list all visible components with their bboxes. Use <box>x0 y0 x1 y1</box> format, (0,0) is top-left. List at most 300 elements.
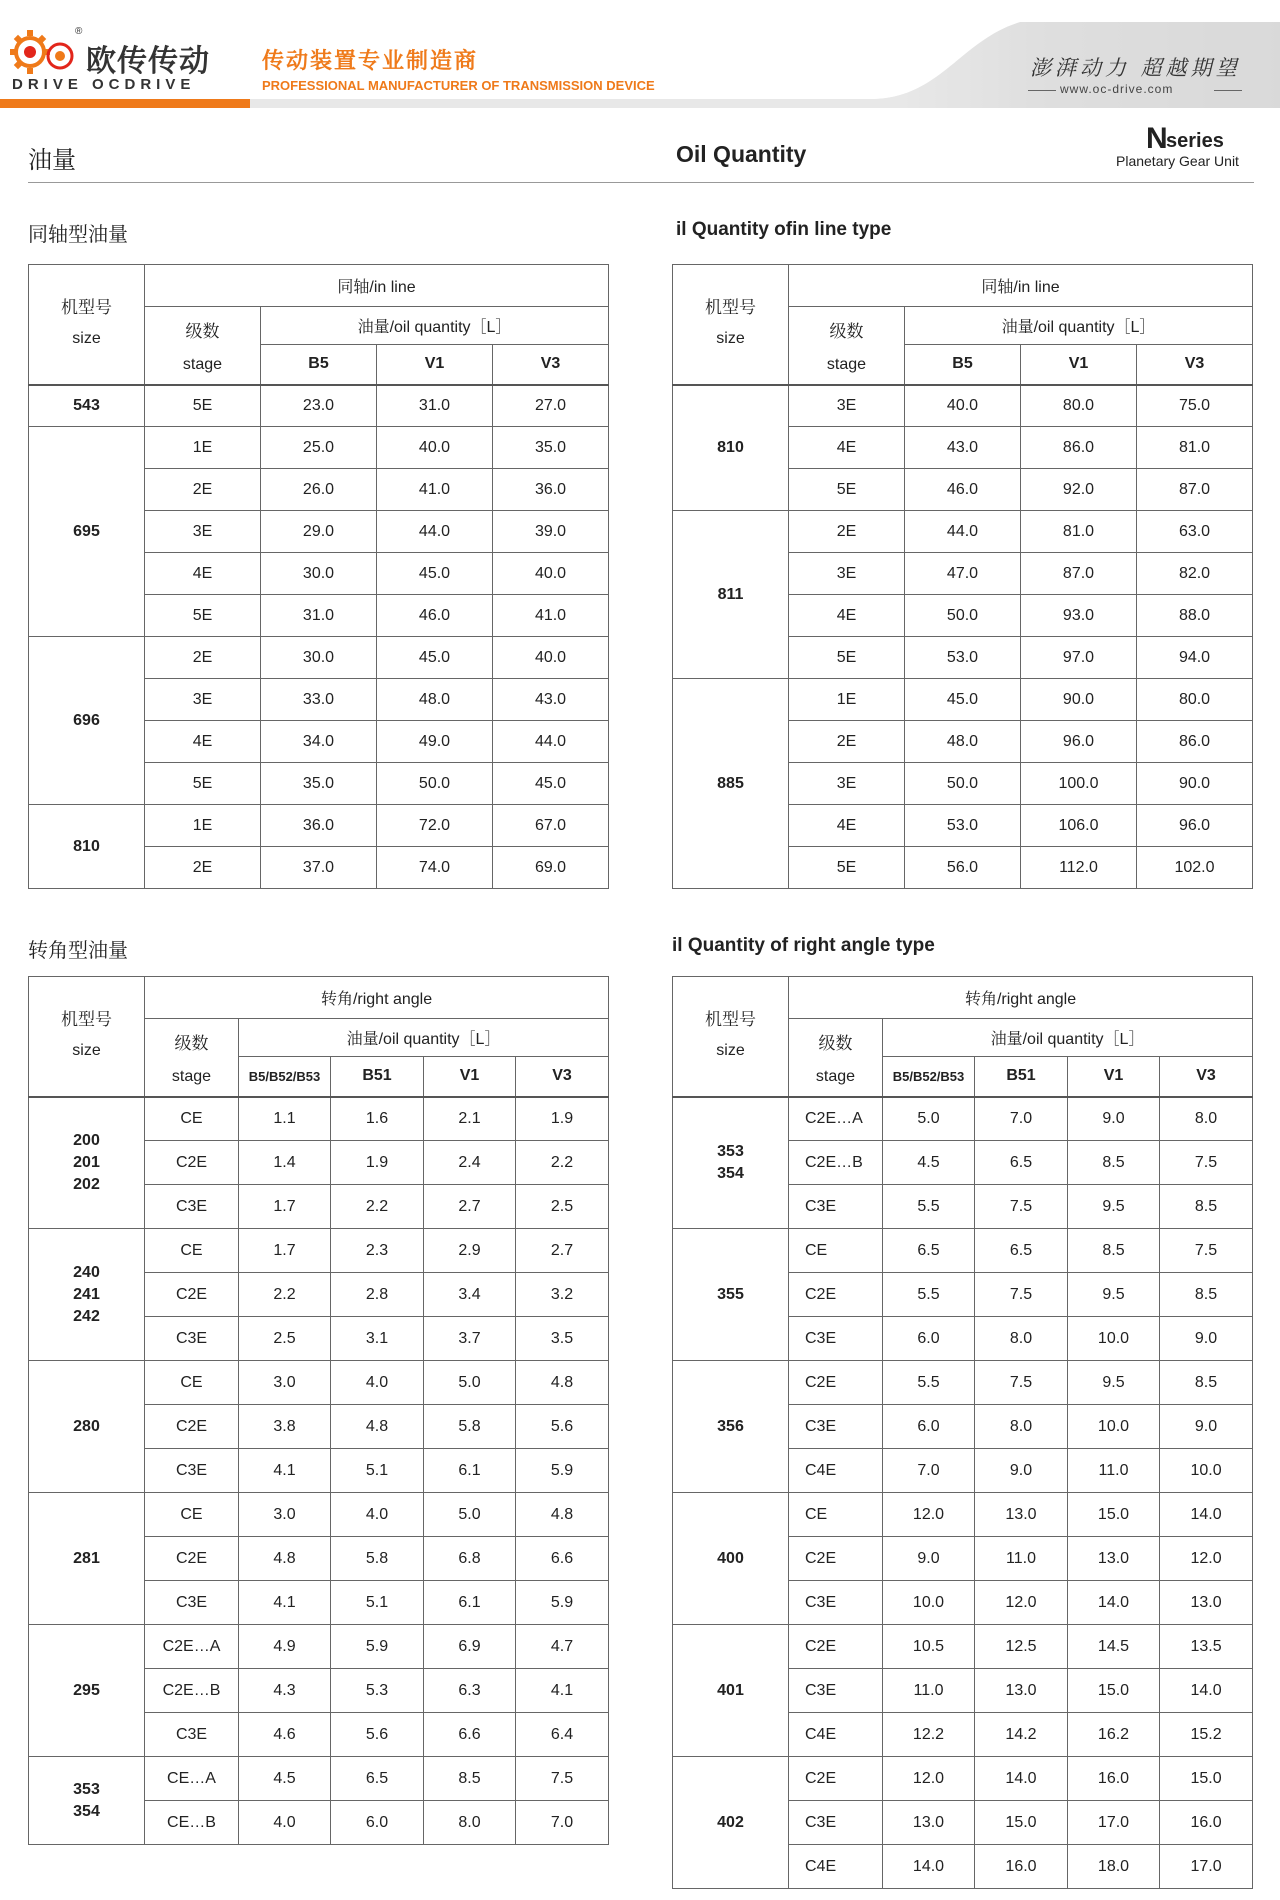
oil-value-cell: 1.9 <box>331 1141 424 1185</box>
size-cell <box>29 427 145 637</box>
oil-value-cell: 6.5 <box>975 1229 1068 1273</box>
oil-value-cell: 30.0 <box>261 637 377 679</box>
oil-quantity-header: 油量/oil quantity［L］ <box>883 1019 1253 1057</box>
stage-cell: 5E <box>145 385 261 427</box>
page-header <box>0 0 1280 108</box>
stage-header-en: stage <box>826 356 867 373</box>
stage-cell: CE <box>145 1361 239 1405</box>
stage-cell: C2E <box>145 1141 239 1185</box>
oil-value-cell: 81.0 <box>1021 511 1137 553</box>
size-cell <box>673 1493 789 1625</box>
table-row <box>29 385 609 427</box>
oil-value-cell: 5.0 <box>424 1493 516 1537</box>
brand-name-en: DRIVE OCDRIVE <box>12 76 196 93</box>
oil-value-cell: 7.5 <box>1160 1229 1253 1273</box>
oil-value-cell: 2.9 <box>424 1229 516 1273</box>
stage-cell: C2E <box>789 1273 883 1317</box>
size-cell <box>29 1757 145 1845</box>
oil-value-cell: 10.0 <box>1068 1317 1160 1361</box>
oil-value-cell: 80.0 <box>1137 679 1253 721</box>
mounting-position-header: V3 <box>493 345 609 385</box>
oil-value-cell: 16.0 <box>1068 1757 1160 1801</box>
oil-value-cell: 34.0 <box>261 721 377 763</box>
oil-value-cell: 25.0 <box>261 427 377 469</box>
oil-value-cell: 4.5 <box>883 1141 975 1185</box>
oil-value-cell: 6.5 <box>331 1757 424 1801</box>
oil-value-cell: 9.0 <box>1068 1097 1160 1141</box>
table-row <box>29 1097 609 1141</box>
mounting-position-header: V1 <box>424 1057 516 1097</box>
oil-value-cell: 106.0 <box>1021 805 1137 847</box>
mounting-position-header: B5 <box>905 345 1021 385</box>
oil-value-cell: 6.4 <box>516 1713 609 1757</box>
oil-value-cell: 9.0 <box>883 1537 975 1581</box>
oil-value-cell: 4.0 <box>331 1493 424 1537</box>
oil-value-cell: 8.0 <box>975 1405 1068 1449</box>
size-cell <box>29 637 145 805</box>
size-cell <box>673 1361 789 1493</box>
oil-value-cell: 9.0 <box>975 1449 1068 1493</box>
oil-value-cell: 7.0 <box>516 1801 609 1845</box>
oil-value-cell: 6.0 <box>331 1801 424 1845</box>
size-value: 295 <box>73 1681 100 1699</box>
oil-value-cell: 4.9 <box>239 1625 331 1669</box>
oil-value-cell: 44.0 <box>905 511 1021 553</box>
stage-cell: C2E <box>789 1625 883 1669</box>
table-row <box>673 1229 1253 1273</box>
stage-cell: CE…B <box>145 1801 239 1845</box>
oil-value-cell: 14.2 <box>975 1713 1068 1757</box>
oil-value-cell: 93.0 <box>1021 595 1137 637</box>
oil-value-cell: 14.5 <box>1068 1625 1160 1669</box>
size-value: 241 <box>73 1285 100 1303</box>
oil-value-cell: 1.4 <box>239 1141 331 1185</box>
oil-value-cell: 6.1 <box>424 1581 516 1625</box>
size-cell <box>29 1625 145 1757</box>
stage-cell: 4E <box>789 805 905 847</box>
stage-cell: 1E <box>145 427 261 469</box>
oil-value-cell: 6.8 <box>424 1537 516 1581</box>
oil-value-cell: 92.0 <box>1021 469 1137 511</box>
table-row <box>673 1361 1253 1405</box>
oil-value-cell: 14.0 <box>1160 1493 1253 1537</box>
oil-value-cell: 46.0 <box>377 595 493 637</box>
oil-value-cell: 112.0 <box>1021 847 1137 889</box>
oil-value-cell: 9.0 <box>1160 1405 1253 1449</box>
table-row <box>29 1757 609 1801</box>
oil-value-cell: 16.2 <box>1068 1713 1160 1757</box>
stage-cell: 4E <box>145 721 261 763</box>
stage-cell: 3E <box>789 763 905 805</box>
oil-value-cell: 5.1 <box>331 1581 424 1625</box>
oil-value-cell: 8.5 <box>1068 1141 1160 1185</box>
size-cell <box>29 1097 145 1229</box>
oil-value-cell: 45.0 <box>905 679 1021 721</box>
oil-value-cell: 7.0 <box>975 1097 1068 1141</box>
table-row <box>673 1493 1253 1537</box>
oil-value-cell: 96.0 <box>1021 721 1137 763</box>
size-column-header <box>29 265 145 385</box>
oil-value-cell: 4.8 <box>239 1537 331 1581</box>
oil-value-cell: 29.0 <box>261 511 377 553</box>
oil-value-cell: 3.1 <box>331 1317 424 1361</box>
table-row <box>29 427 609 469</box>
stage-cell: C3E <box>789 1801 883 1845</box>
oil-value-cell: 13.0 <box>883 1801 975 1845</box>
oil-value-cell: 16.0 <box>975 1845 1068 1889</box>
oil-value-cell: 43.0 <box>905 427 1021 469</box>
table-row <box>673 1757 1253 1801</box>
oil-value-cell: 5.9 <box>516 1581 609 1625</box>
oil-value-cell: 10.0 <box>1160 1449 1253 1493</box>
oil-value-cell: 74.0 <box>377 847 493 889</box>
oil-value-cell: 5.9 <box>331 1625 424 1669</box>
page-title-cn: 油量 <box>28 147 76 174</box>
oil-value-cell: 4.8 <box>516 1361 609 1405</box>
size-value: 202 <box>73 1175 100 1193</box>
oil-value-cell: 39.0 <box>493 511 609 553</box>
size-header-cn: 机型号 <box>705 298 756 317</box>
mounting-group-header: 转角/right angle <box>145 977 609 1019</box>
oil-value-cell: 87.0 <box>1021 553 1137 595</box>
oil-value-cell: 6.0 <box>883 1317 975 1361</box>
oil-value-cell: 40.0 <box>905 385 1021 427</box>
stage-cell: C2E <box>789 1537 883 1581</box>
oil-value-cell: 9.0 <box>1160 1317 1253 1361</box>
oil-value-cell: 13.0 <box>1160 1581 1253 1625</box>
oil-value-cell: 4.1 <box>239 1581 331 1625</box>
size-header-en: size <box>72 1042 101 1059</box>
size-cell <box>673 385 789 511</box>
stage-column-header <box>145 1019 239 1097</box>
oil-value-cell: 2.2 <box>516 1141 609 1185</box>
table-row <box>673 1625 1253 1669</box>
oil-value-cell: 43.0 <box>493 679 609 721</box>
oil-value-cell: 3.4 <box>424 1273 516 1317</box>
oil-value-cell: 97.0 <box>1021 637 1137 679</box>
oil-value-cell: 12.0 <box>975 1581 1068 1625</box>
section-title-inline-en: il Quantity ofin line type <box>676 219 892 240</box>
page-title-en: Oil Quantity <box>676 141 807 167</box>
size-header-en: size <box>716 330 745 347</box>
mounting-position-header: V3 <box>516 1057 609 1097</box>
oil-value-cell: 50.0 <box>905 763 1021 805</box>
oil-value-cell: 13.5 <box>1160 1625 1253 1669</box>
oil-value-cell: 40.0 <box>377 427 493 469</box>
stage-cell: 3E <box>145 679 261 721</box>
oil-value-cell: 13.0 <box>1068 1537 1160 1581</box>
oil-value-cell: 12.5 <box>975 1625 1068 1669</box>
stage-cell: 3E <box>789 385 905 427</box>
mounting-group-header: 转角/right angle <box>789 977 1253 1019</box>
oil-value-cell: 36.0 <box>493 469 609 511</box>
oil-value-cell: 2.8 <box>331 1273 424 1317</box>
size-value: 355 <box>717 1285 744 1303</box>
table-row <box>673 511 1253 553</box>
table-row <box>29 637 609 679</box>
size-header-en: size <box>716 1042 745 1059</box>
inline-oil-table-left <box>28 264 609 889</box>
oil-value-cell: 67.0 <box>493 805 609 847</box>
oil-value-cell: 80.0 <box>1021 385 1137 427</box>
oil-value-cell: 6.5 <box>975 1141 1068 1185</box>
stage-cell: CE <box>789 1229 883 1273</box>
stage-cell: 2E <box>145 847 261 889</box>
section-title-right-cn: 转角型油量 <box>28 940 128 962</box>
mounting-position-header: B51 <box>975 1057 1068 1097</box>
size-value: 242 <box>73 1307 100 1325</box>
oil-value-cell: 26.0 <box>261 469 377 511</box>
oil-value-cell: 100.0 <box>1021 763 1137 805</box>
size-cell <box>29 1229 145 1361</box>
table-row <box>29 1493 609 1537</box>
stage-cell: CE <box>789 1493 883 1537</box>
oil-value-cell: 3.0 <box>239 1361 331 1405</box>
oil-value-cell: 63.0 <box>1137 511 1253 553</box>
oil-value-cell: 56.0 <box>905 847 1021 889</box>
oil-value-cell: 102.0 <box>1137 847 1253 889</box>
size-value: 696 <box>73 711 100 729</box>
series-subtitle: Planetary Gear Unit <box>1116 153 1239 169</box>
size-cell <box>29 1361 145 1493</box>
stage-cell: C2E…A <box>789 1097 883 1141</box>
stage-cell: 2E <box>789 511 905 553</box>
oil-value-cell: 6.6 <box>424 1713 516 1757</box>
oil-value-cell: 5.0 <box>424 1361 516 1405</box>
stage-header-en: stage <box>182 356 223 373</box>
oil-value-cell: 31.0 <box>261 595 377 637</box>
oil-value-cell: 13.0 <box>975 1669 1068 1713</box>
oil-value-cell: 9.5 <box>1068 1185 1160 1229</box>
stage-cell: C3E <box>789 1581 883 1625</box>
oil-value-cell: 30.0 <box>261 553 377 595</box>
stage-cell: C3E <box>789 1185 883 1229</box>
stage-cell: C4E <box>789 1845 883 1889</box>
oil-value-cell: 11.0 <box>883 1669 975 1713</box>
oil-value-cell: 45.0 <box>493 763 609 805</box>
oil-value-cell: 87.0 <box>1137 469 1253 511</box>
oil-value-cell: 15.0 <box>1160 1757 1253 1801</box>
stage-cell: 4E <box>145 553 261 595</box>
oil-value-cell: 1.1 <box>239 1097 331 1141</box>
oil-value-cell: 15.0 <box>1068 1493 1160 1537</box>
oil-value-cell: 11.0 <box>975 1537 1068 1581</box>
size-cell <box>673 1097 789 1229</box>
stage-cell: 1E <box>789 679 905 721</box>
size-cell <box>29 1493 145 1625</box>
oil-value-cell: 5.3 <box>331 1669 424 1713</box>
oil-value-cell: 4.7 <box>516 1625 609 1669</box>
stage-cell: C4E <box>789 1449 883 1493</box>
website-rule-right <box>1214 90 1242 91</box>
stage-cell: CE…A <box>145 1757 239 1801</box>
oil-value-cell: 5.5 <box>883 1361 975 1405</box>
oil-value-cell: 35.0 <box>261 763 377 805</box>
mounting-position-header: V3 <box>1137 345 1253 385</box>
header-accent-bar <box>0 99 250 108</box>
oil-value-cell: 6.6 <box>516 1537 609 1581</box>
stage-column-header <box>789 1019 883 1097</box>
oil-value-cell: 31.0 <box>377 385 493 427</box>
mounting-group-header: 同轴/in line <box>145 265 609 307</box>
oil-value-cell: 16.0 <box>1160 1801 1253 1845</box>
section-title-right-en: il Quantity of right angle type <box>672 935 935 956</box>
size-value: 401 <box>717 1681 744 1699</box>
title-divider <box>28 182 1254 183</box>
oil-value-cell: 4.8 <box>331 1405 424 1449</box>
size-cell <box>673 1229 789 1361</box>
stage-cell: CE <box>145 1229 239 1273</box>
oil-value-cell: 8.5 <box>424 1757 516 1801</box>
size-value: 402 <box>717 1813 744 1831</box>
stage-cell: 5E <box>789 847 905 889</box>
stage-cell: 2E <box>789 721 905 763</box>
size-cell <box>673 1757 789 1889</box>
oil-value-cell: 8.5 <box>1068 1229 1160 1273</box>
stage-cell: 2E <box>145 469 261 511</box>
oil-value-cell: 9.5 <box>1068 1361 1160 1405</box>
oil-value-cell: 5.1 <box>331 1449 424 1493</box>
oil-value-cell: 2.7 <box>424 1185 516 1229</box>
oil-value-cell: 23.0 <box>261 385 377 427</box>
stage-cell: 3E <box>789 553 905 595</box>
inline-oil-table-right <box>672 264 1253 889</box>
stage-cell: CE <box>145 1097 239 1141</box>
size-value: 201 <box>73 1153 100 1171</box>
oil-value-cell: 44.0 <box>377 511 493 553</box>
oil-value-cell: 94.0 <box>1137 637 1253 679</box>
stage-cell: CE <box>145 1493 239 1537</box>
oil-value-cell: 2.7 <box>516 1229 609 1273</box>
size-value: 354 <box>717 1164 744 1182</box>
oil-value-cell: 2.5 <box>516 1185 609 1229</box>
brand-name-cn: 欧传传动 <box>86 45 210 78</box>
oil-value-cell: 8.0 <box>975 1317 1068 1361</box>
table-row <box>29 1625 609 1669</box>
oil-value-cell: 1.6 <box>331 1097 424 1141</box>
oil-value-cell: 6.5 <box>883 1229 975 1273</box>
oil-value-cell: 18.0 <box>1068 1845 1160 1889</box>
series-letter: N <box>1146 122 1168 155</box>
oil-value-cell: 17.0 <box>1160 1845 1253 1889</box>
size-value: 810 <box>717 438 744 456</box>
oil-value-cell: 2.1 <box>424 1097 516 1141</box>
oil-quantity-header: 油量/oil quantity［L］ <box>905 307 1253 345</box>
oil-value-cell: 46.0 <box>905 469 1021 511</box>
oil-value-cell: 2.2 <box>239 1273 331 1317</box>
size-value: 353 <box>73 1780 100 1798</box>
size-value: 885 <box>717 774 744 792</box>
stage-cell: C3E <box>145 1713 239 1757</box>
oil-value-cell: 5.8 <box>331 1537 424 1581</box>
header-row-group <box>29 265 609 307</box>
size-column-header <box>673 265 789 385</box>
oil-value-cell: 4.1 <box>516 1669 609 1713</box>
oil-value-cell: 8.5 <box>1160 1185 1253 1229</box>
oil-value-cell: 47.0 <box>905 553 1021 595</box>
oil-value-cell: 6.0 <box>883 1405 975 1449</box>
oil-value-cell: 53.0 <box>905 637 1021 679</box>
stage-cell: 4E <box>789 427 905 469</box>
oil-value-cell: 6.9 <box>424 1625 516 1669</box>
oil-value-cell: 45.0 <box>377 553 493 595</box>
oil-value-cell: 7.5 <box>975 1361 1068 1405</box>
stage-cell: C2E <box>145 1537 239 1581</box>
size-header-en: size <box>72 330 101 347</box>
stage-cell: C2E <box>789 1757 883 1801</box>
stage-cell: 1E <box>145 805 261 847</box>
oil-value-cell: 1.7 <box>239 1185 331 1229</box>
oil-value-cell: 3.2 <box>516 1273 609 1317</box>
slogan-en: PROFESSIONAL MANUFACTURER OF TRANSMISSION DEVICE <box>262 78 655 93</box>
oil-value-cell: 3.0 <box>239 1493 331 1537</box>
size-header-cn: 机型号 <box>61 1010 112 1029</box>
size-cell <box>29 805 145 889</box>
oil-value-cell: 35.0 <box>493 427 609 469</box>
oil-value-cell: 4.0 <box>331 1361 424 1405</box>
oil-value-cell: 14.0 <box>1160 1669 1253 1713</box>
stage-cell: C2E <box>789 1361 883 1405</box>
size-header-cn: 机型号 <box>61 298 112 317</box>
oil-value-cell: 11.0 <box>1068 1449 1160 1493</box>
header-row-group <box>673 977 1253 1019</box>
oil-value-cell: 36.0 <box>261 805 377 847</box>
oil-value-cell: 7.5 <box>975 1273 1068 1317</box>
stage-header-cn: 级数 <box>818 1034 853 1053</box>
oil-value-cell: 15.0 <box>1068 1669 1160 1713</box>
oil-value-cell: 41.0 <box>377 469 493 511</box>
stage-cell: C3E <box>789 1317 883 1361</box>
oil-value-cell: 8.0 <box>424 1801 516 1845</box>
stage-cell: 4E <box>789 595 905 637</box>
stage-cell: 2E <box>145 637 261 679</box>
oil-value-cell: 72.0 <box>377 805 493 847</box>
stage-cell: C2E…A <box>145 1625 239 1669</box>
oil-value-cell: 4.0 <box>239 1801 331 1845</box>
oil-value-cell: 4.6 <box>239 1713 331 1757</box>
motto-text: 澎湃动力 超越期望 <box>1030 56 1241 80</box>
right-angle-oil-table-left <box>28 976 609 1845</box>
mounting-position-header: B51 <box>331 1057 424 1097</box>
oil-value-cell: 14.0 <box>975 1757 1068 1801</box>
oil-value-cell: 4.1 <box>239 1449 331 1493</box>
stage-cell: C3E <box>145 1449 239 1493</box>
oil-value-cell: 81.0 <box>1137 427 1253 469</box>
oil-value-cell: 13.0 <box>975 1493 1068 1537</box>
oil-value-cell: 90.0 <box>1021 679 1137 721</box>
stage-column-header <box>789 307 905 385</box>
oil-value-cell: 4.3 <box>239 1669 331 1713</box>
size-header-cn: 机型号 <box>705 1010 756 1029</box>
oil-value-cell: 14.0 <box>1068 1581 1160 1625</box>
stage-cell: 5E <box>789 469 905 511</box>
oil-value-cell: 5.8 <box>424 1405 516 1449</box>
size-value: 810 <box>73 837 100 855</box>
size-value: 353 <box>717 1142 744 1160</box>
oil-value-cell: 82.0 <box>1137 553 1253 595</box>
oil-value-cell: 44.0 <box>493 721 609 763</box>
stage-cell: C2E <box>145 1405 239 1449</box>
table-row <box>29 1229 609 1273</box>
oil-value-cell: 8.5 <box>1160 1273 1253 1317</box>
mounting-position-header: V3 <box>1160 1057 1253 1097</box>
table-row <box>673 679 1253 721</box>
mounting-position-header: V1 <box>1068 1057 1160 1097</box>
oil-value-cell: 10.0 <box>883 1581 975 1625</box>
oil-value-cell: 41.0 <box>493 595 609 637</box>
oil-value-cell: 7.5 <box>975 1185 1068 1229</box>
oil-value-cell: 2.5 <box>239 1317 331 1361</box>
